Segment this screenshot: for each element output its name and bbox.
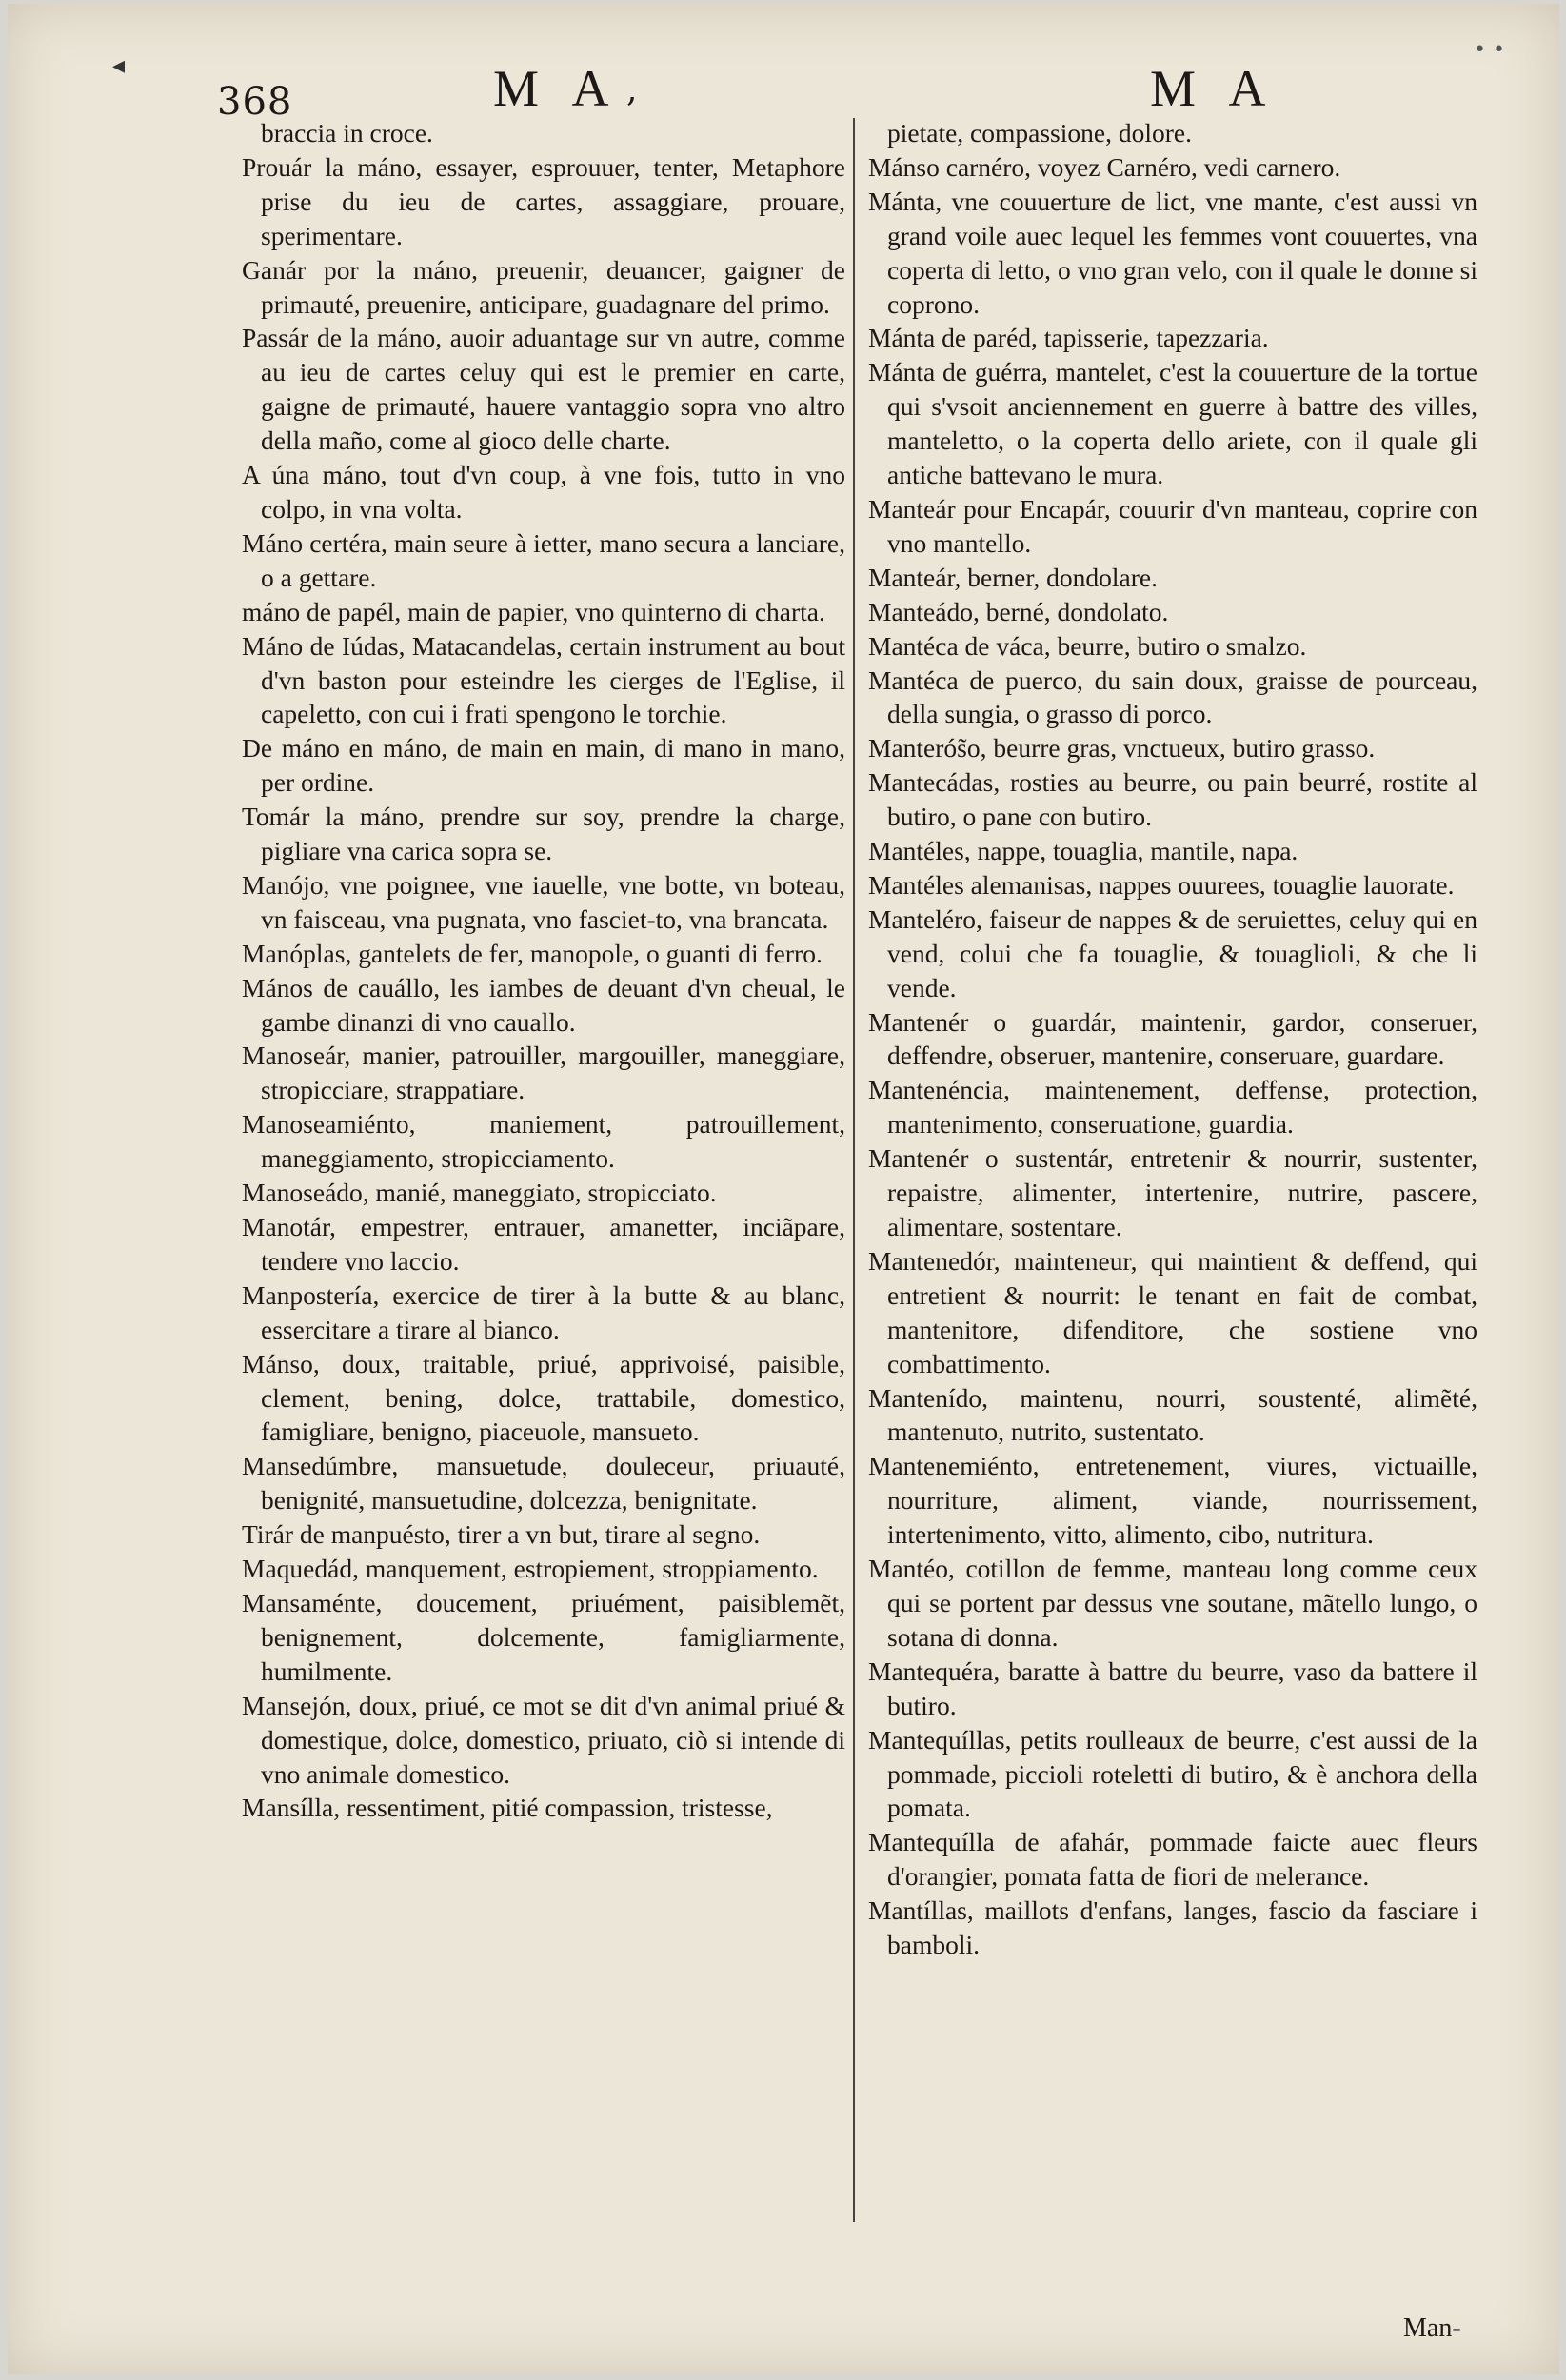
- dictionary-entry: Manteár pour Encapár, couurir d'vn manteau, coprire con vno mantello.: [868, 493, 1477, 558]
- dictionary-entry: máno de papél, main de papier, vno quinterno di charta.: [242, 596, 825, 626]
- dictionary-entry: Mantíllas, maillots d'enfans, langes, fascio da fasciare i bamboli.: [868, 1895, 1477, 1960]
- dictionary-entry: Máno de Iúdas, Matacandelas, certain instrument au bout d'vn baston pour esteindre les cierges de l'Eglise, il capeletto, con cui i frati spengono le torchie.: [242, 630, 845, 729]
- dictionary-entry: braccia in croce.: [261, 118, 433, 148]
- dictionary-entry: Mansejón, doux, priué, ce mot se dit d'vn animal priué & domestique, dolce, domestico, priuato, ciò si intende di vno animale domestico.: [242, 1690, 845, 1789]
- dictionary-entry: pietate, compassione, dolore.: [887, 118, 1192, 148]
- dictionary-entry: Mános de cauállo, les iambes de deuant d'vn cheual, le gambe dinanzi di vno cauallo.: [242, 972, 845, 1037]
- dictionary-entry: Mantenér o guardár, maintenir, gardor, conseruer, deffendre, obseruer, mantenire, conseruare, guardare.: [868, 1006, 1477, 1071]
- dictionary-entry: Manotár, empestrer, entrauer, amanetter, inciãpare, tendere vno laccio.: [242, 1212, 845, 1276]
- dictionary-entry: Mantequíllas, petits roulleaux de beurre, c'est aussi de la pommade, piccioli roteletti di butiro, & è anchora della pomata.: [868, 1724, 1477, 1823]
- column-rule: [853, 118, 855, 2222]
- margin-mark: ◂: [112, 51, 126, 80]
- ornament-mark: ,: [626, 70, 638, 109]
- dictionary-entry: Mantenemiénto, entretenement, viures, victuaille, nourriture, aliment, viande, nourrissement, intertenimento, vitto, alimento, cibo, nutritura.: [868, 1451, 1477, 1550]
- dictionary-entry: Passár de la máno, auoir aduantage sur vn autre, comme au ieu de cartes celuy qui est le premier en carte, gaigne de primauté, hauere vantaggio sopra vno altro della maño, come al gioco delle charte.: [242, 323, 845, 456]
- dictionary-entry: Mantéles alemanisas, nappes ouurees, touaglie lauorate.: [868, 869, 1455, 900]
- dictionary-entry: Mantenér o sustentár, entretenir & nourrir, sustenter, repaistre, alimenter, intertenire, nutrire, pascere, alimentare, sostentare.: [868, 1143, 1477, 1241]
- running-head-left: M A: [493, 60, 621, 117]
- dictionary-entry: Mánso carnéro, voyez Carnéro, vedi carnero.: [868, 151, 1341, 182]
- dictionary-entry: Mantéles, nappe, touaglia, mantile, napa.: [868, 836, 1298, 866]
- dictionary-entry: Ganár por la máno, preuenir, deuancer, gaigner de primauté, preuenire, anticipare, guadagnare del primo.: [242, 254, 845, 319]
- dictionary-entry: Mansílla, ressentiment, pitié compassion, tristesse,: [242, 1793, 773, 1823]
- dictionary-entry: Mantéo, cotillon de femme, manteau long comme ceux qui se portent par dessus vne soutane, mãtello lungo, o sotana di donna.: [868, 1554, 1477, 1652]
- dictionary-entry: Mantenedór, mainteneur, qui maintient & deffend, qui entretient & nourrit: le tenant en fait de combat, mantenitore, difenditore, che sostiene vno combattimento.: [868, 1245, 1477, 1378]
- page-number: 368: [217, 80, 293, 124]
- dictionary-entry: Manójo, vne poignee, vne iauelle, vne botte, vn boteau, vn faisceau, vna pugnata, vno fasciet-to, vna brancata.: [242, 869, 845, 934]
- dictionary-entry: Mantéca de váca, beurre, butiro o smalzo.: [868, 630, 1307, 661]
- dictionary-entry: Mantequílla de afahár, pommade faicte auec fleurs d'orangier, pomata fatta de fiori de melerance.: [868, 1827, 1477, 1892]
- dictionary-entry: Mánta de paréd, tapisserie, tapezzaria.: [868, 323, 1269, 353]
- dictionary-entry: Mantenéncia, maintenement, deffense, protection, mantenimento, conseruatione, guardia.: [868, 1075, 1477, 1140]
- dictionary-entry: Mantequéra, baratte à battre du beurre, vaso da battere il butiro.: [868, 1656, 1477, 1720]
- dictionary-entry: Mantenído, maintenu, nourri, soustenté, alimẽté, mantenuto, nutrito, sustentato.: [868, 1382, 1477, 1447]
- catchword: Man-: [1403, 2313, 1461, 2343]
- dictionary-entry: Mansedúmbre, mansuetude, douleceur, priuauté, benignité, mansuetudine, dolcezza, benignitate.: [242, 1451, 845, 1516]
- dictionary-entry: Maquedád, manquement, estropiement, stroppiamento.: [242, 1554, 819, 1584]
- dictionary-entry: Mantéca de puerco, du sain doux, graisse de pourceau, della sungia, o grasso di porco.: [868, 664, 1477, 729]
- dictionary-entry: Máno certéra, main seure à ietter, mano secura a lanciare, o a gettare.: [242, 527, 845, 592]
- dictionary-entry: Mansaménte, doucement, priuément, paisiblemẽt, benignement, dolcemente, famigliarmente, humilmente.: [242, 1587, 845, 1686]
- dictionary-entry: Manoseádo, manié, maneggiato, stropicciato.: [242, 1178, 717, 1208]
- corner-mark: • •: [1474, 38, 1505, 62]
- dictionary-entry: Tirár de manpuésto, tirer a vn but, tirare al segno.: [242, 1519, 761, 1550]
- dictionary-entry: Mánso, doux, traitable, priué, apprivoisé, paisible, clement, bening, dolce, trattabile, domestico, famigliare, benigno, piaceuole, mansueto.: [242, 1348, 845, 1447]
- dictionary-entry: Manteádo, berné, dondolato.: [868, 596, 1169, 626]
- dictionary-entry: A úna máno, tout d'vn coup, à vne fois, tutto in vno colpo, in vna volta.: [242, 460, 845, 524]
- dictionary-entry: Mantecádas, rosties au beurre, ou pain beurré, rostite al butiro, o pane con butiro.: [868, 767, 1477, 832]
- running-head-right: M A: [1150, 60, 1278, 117]
- dictionary-entry: Tomár la máno, prendre sur soy, prendre la charge, pigliare vna carica sopra se.: [242, 802, 845, 866]
- right-column: [868, 116, 1477, 1962]
- dictionary-entry: Manteléro, faiseur de nappes & de seruiettes, celuy qui en vend, colui che fa touaglie, & touaglioli, & che li vende.: [868, 903, 1477, 1002]
- dictionary-entry: Manterós̃o, beurre gras, vnctueux, butiro grasso.: [868, 733, 1376, 764]
- dictionary-entry: Manteár, berner, dondolare.: [868, 562, 1158, 592]
- dictionary-entry: Mánta de guérra, mantelet, c'est la couuerture de la tortue qui s'vsoit anciennement en guerre à battre des villes, manteletto, o la coperta dello ariete, con il quale gli antiche battevano le mura.: [868, 357, 1477, 490]
- dictionary-page: [8, 4, 1559, 2374]
- dictionary-entry: Manoseamiénto, maniement, patrouillement, maneggiamento, stropicciamento.: [242, 1109, 845, 1174]
- dictionary-entry: Manóplas, gantelets de fer, manopole, o guanti di ferro.: [242, 938, 823, 968]
- dictionary-entry: Mánta, vne couuerture de lict, vne mante, c'est aussi vn grand voile auec lequel les femmes vont couuertes, vna coperta di letto, o vno gran velo, con il quale le donne si coprono.: [868, 186, 1477, 319]
- dictionary-entry: De máno en máno, de main en main, di mano in mano, per ordine.: [242, 733, 845, 798]
- dictionary-entry: Prouár la máno, essayer, esprouuer, tenter, Metaphore prise du ieu de cartes, assaggiare, prouare, sperimentare.: [242, 151, 845, 250]
- dictionary-entry: Manpostería, exercice de tirer à la butte & au blanc, essercitare a tirare al bianco.: [242, 1279, 845, 1344]
- dictionary-entry: Manoseár, manier, patrouiller, margouiller, maneggiare, stropicciare, strappatiare.: [242, 1041, 845, 1105]
- left-column: [242, 116, 845, 1825]
